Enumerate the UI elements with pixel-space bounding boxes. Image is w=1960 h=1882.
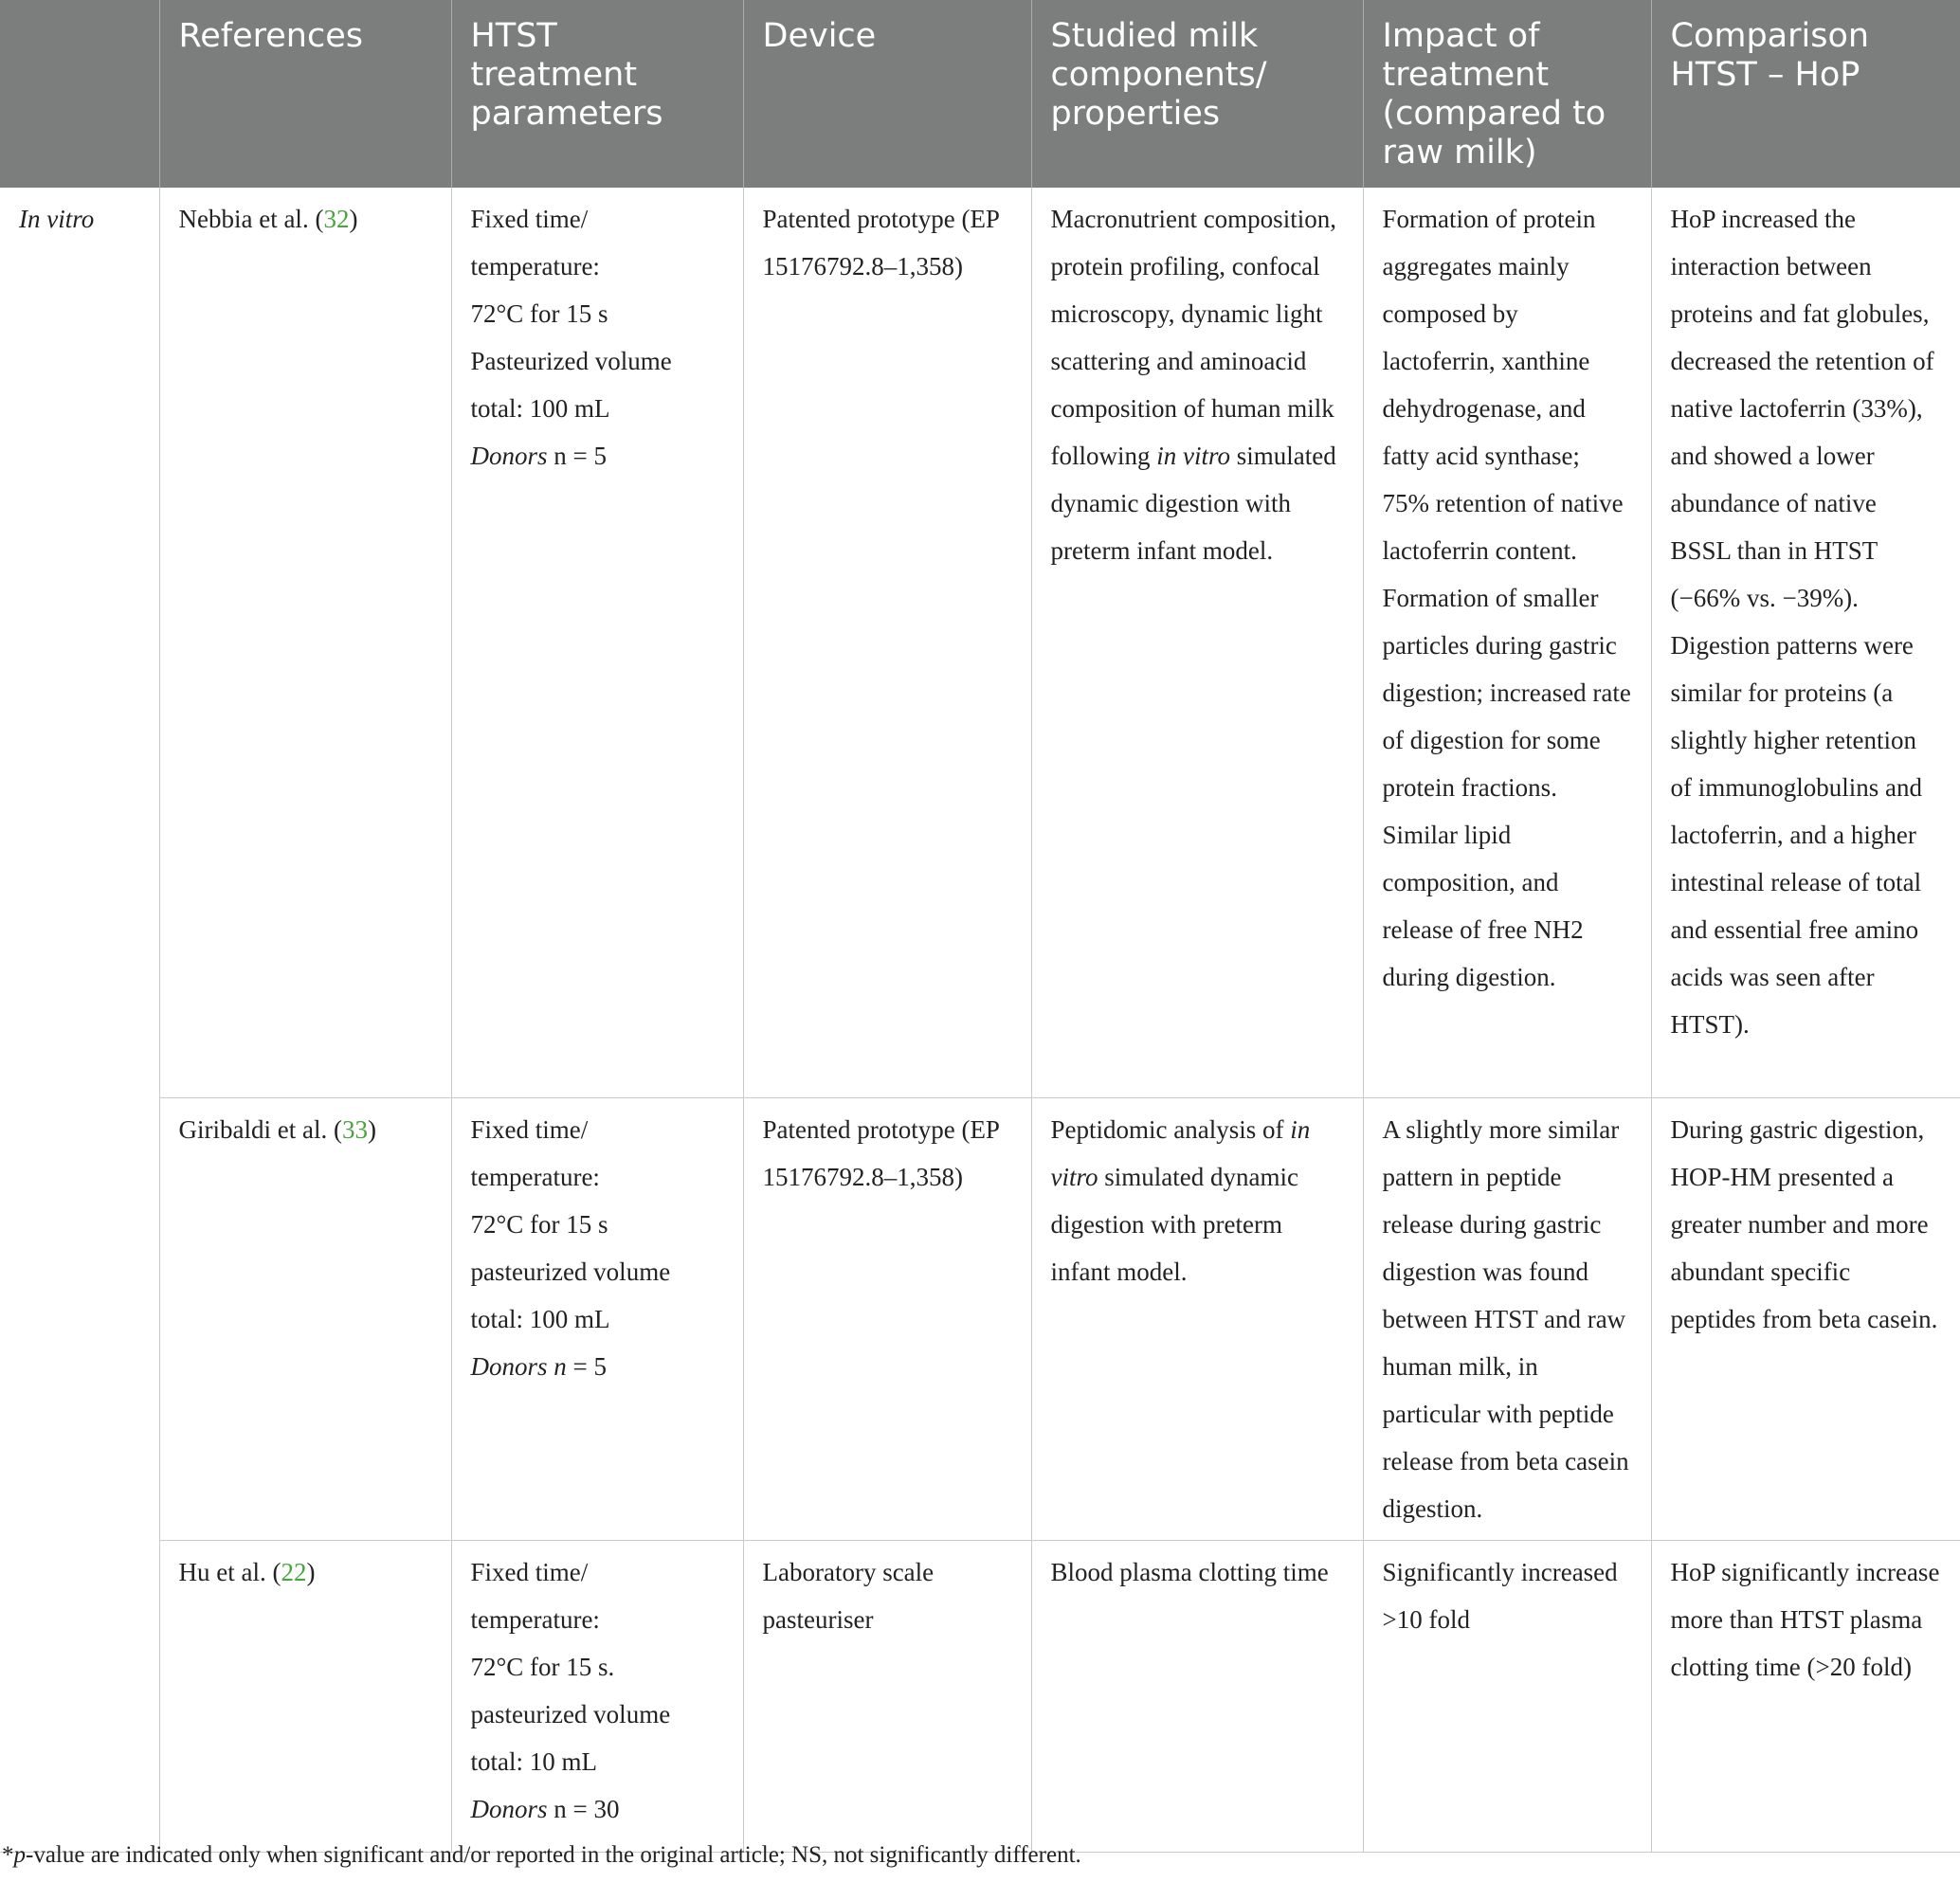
table-body bbox=[0, 188, 1960, 1853]
reference-close: ) bbox=[349, 205, 358, 233]
params-line: total: 100 mL bbox=[470, 1305, 610, 1333]
params-line: Fixed time/ bbox=[470, 205, 589, 233]
reference-cell bbox=[159, 188, 451, 1098]
donors-value: n = 5 bbox=[547, 442, 607, 470]
params-line: 72°C for 15 s bbox=[470, 1210, 608, 1239]
donors-label: Donors n bbox=[470, 1352, 567, 1381]
components-text: Macronutrient composition, protein profiling, confocal microscopy, dynamic light scattering and aminoacid composition of human milk following bbox=[1050, 205, 1336, 470]
header-impact: Impact of treatment (compared to raw milk) bbox=[1363, 0, 1651, 188]
params-line: 72°C for 15 s bbox=[470, 299, 608, 328]
reference-cell bbox=[159, 1098, 451, 1541]
reference-author: Giribaldi et al. ( bbox=[178, 1115, 342, 1144]
params-line: pasteurized volume bbox=[470, 1258, 671, 1286]
header-studied-components: Studied milk components/ properties bbox=[1031, 0, 1363, 188]
components-cell bbox=[1031, 1541, 1363, 1853]
params-line: temperature: bbox=[470, 1605, 600, 1634]
reference-link[interactable]: 32 bbox=[323, 205, 350, 233]
components-cell bbox=[1031, 1098, 1363, 1541]
components-italic: in vitro bbox=[1156, 442, 1230, 470]
table-footnote bbox=[2, 1842, 1081, 1869]
components-italic: in vitro bbox=[1050, 1115, 1311, 1191]
footnote-p: p bbox=[13, 1842, 26, 1868]
comparison-cell: During gastric digestion, HOP-HM presented a greater number and more abundant specific peptides from beta casein. bbox=[1651, 1098, 1960, 1541]
device-cell: Laboratory scale pasteuriser bbox=[743, 1541, 1031, 1853]
comparison-cell: HoP increased the interaction between proteins and fat globules, decreased the retention of native lactoferrin (33%), and showed a lower abundance of native BSSL than in HTST (−66% vs. −39%). Digestion patterns were similar for proteins (a slightly higher retention of immunoglobulins and lactoferrin, and a higher intestinal release of total and essential free amino acids was seen after HTST). bbox=[1651, 188, 1960, 1098]
reference-close: ) bbox=[306, 1558, 316, 1586]
params-cell bbox=[451, 188, 743, 1098]
table-row bbox=[0, 188, 1960, 1098]
params-line: temperature: bbox=[470, 252, 600, 280]
reference-link[interactable]: 22 bbox=[281, 1558, 307, 1586]
impact-cell: Formation of protein aggregates mainly composed by lactoferrin, xanthine dehydrogenase, and fatty acid synthase; 75% retention of native lactoferrin content. Formation of smaller particles during gastric digestion; increased rate of digestion for some protein fractions. Similar lipid composition, and release of free NH2 during digestion. bbox=[1363, 188, 1651, 1098]
params-donors bbox=[471, 432, 724, 480]
device-cell: Patented prototype (EP 15176792.8–1,358) bbox=[743, 188, 1031, 1098]
params-donors bbox=[471, 1343, 724, 1390]
impact-cell: Significantly increased >10 fold bbox=[1363, 1541, 1651, 1853]
header-htst-parameters: HTST treatment parameters bbox=[451, 0, 743, 188]
params-line: Fixed time/ bbox=[470, 1558, 589, 1586]
group-label: In vitro bbox=[0, 188, 159, 1853]
header-references: References bbox=[159, 0, 451, 188]
donors-label: Donors bbox=[470, 1795, 548, 1823]
header-row bbox=[0, 0, 1960, 188]
reference-link[interactable]: 33 bbox=[341, 1115, 368, 1144]
reference-cell bbox=[159, 1541, 451, 1853]
params-cell bbox=[451, 1098, 743, 1541]
reference-author: Nebbia et al. ( bbox=[178, 205, 324, 233]
footnote-text: -value are indicated only when significant and/or reported in the original article; NS, not significantly different. bbox=[26, 1842, 1081, 1868]
table-header bbox=[0, 0, 1960, 188]
donors-value: n = 30 bbox=[547, 1795, 620, 1823]
reference-author: Hu et al. ( bbox=[178, 1558, 281, 1586]
header-device: Device bbox=[743, 0, 1031, 188]
params-line: total: 100 mL bbox=[470, 394, 610, 423]
params-line: total: 10 mL bbox=[470, 1747, 597, 1776]
params-line: pasteurized volume bbox=[470, 1700, 671, 1728]
components-text: Blood plasma clotting time bbox=[1050, 1558, 1329, 1586]
device-cell: Patented prototype (EP 15176792.8–1,358) bbox=[743, 1098, 1031, 1541]
footnote-star: * bbox=[2, 1842, 14, 1868]
components-text-end: simulated dynamic digestion with preterm infant model. bbox=[1050, 1163, 1298, 1286]
table-row bbox=[0, 1541, 1960, 1853]
components-text: Peptidomic analysis of bbox=[1050, 1115, 1291, 1144]
params-donors bbox=[471, 1785, 724, 1833]
donors-label: Donors bbox=[470, 442, 548, 470]
impact-cell: A slightly more similar pattern in peptide release during gastric digestion was found between HTST and raw human milk, in particular with peptide release from beta casein digestion. bbox=[1363, 1098, 1651, 1541]
table-row bbox=[0, 1098, 1960, 1541]
header-comparison: Comparison HTST – HoP bbox=[1651, 0, 1960, 188]
reference-close: ) bbox=[367, 1115, 376, 1144]
params-line: Pasteurized volume bbox=[470, 347, 672, 375]
comparison-cell: HoP significantly increase more than HTST plasma clotting time (>20 fold) bbox=[1651, 1541, 1960, 1853]
params-line: temperature: bbox=[470, 1163, 600, 1191]
params-cell bbox=[451, 1541, 743, 1853]
donors-value: = 5 bbox=[566, 1352, 607, 1381]
header-group bbox=[0, 0, 159, 188]
components-text-end: simulated dynamic digestion with preterm infant model. bbox=[1050, 442, 1336, 565]
params-line: 72°C for 15 s. bbox=[470, 1653, 615, 1681]
params-line: Fixed time/ bbox=[470, 1115, 589, 1144]
components-cell bbox=[1031, 188, 1363, 1098]
